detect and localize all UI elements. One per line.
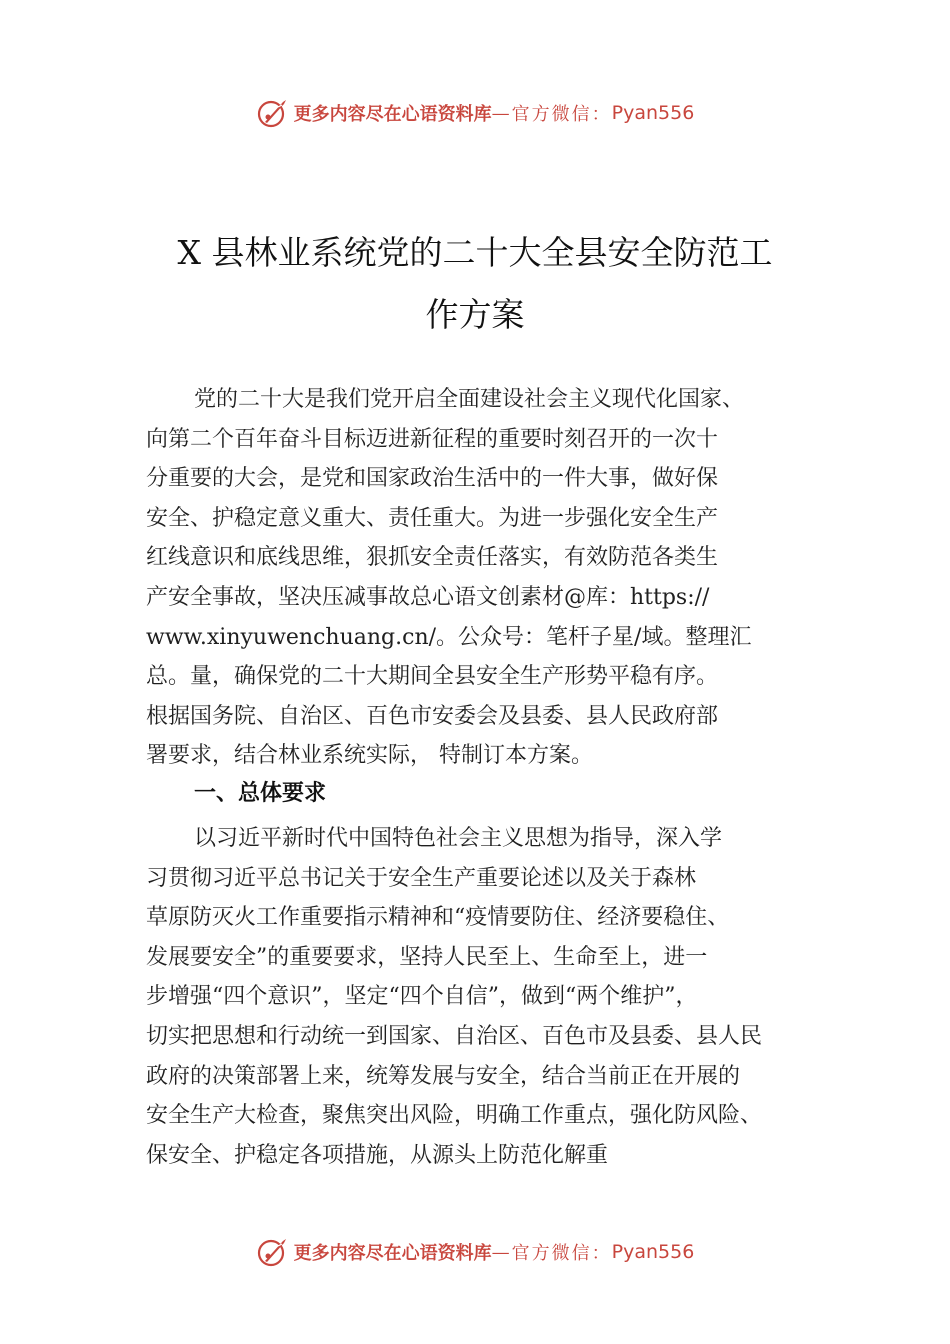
text-line: 分重要的大会，是党和国家政治生活中的一件大事，做好保 xyxy=(146,466,719,492)
text-line: 政府的决策部署上来，统筹发展与安全，结合当前正在开展的 xyxy=(146,1063,741,1089)
title-line-1: X 县林业系统党的二十大全县安全防范工 xyxy=(177,233,773,272)
paragraph-intro xyxy=(146,380,836,776)
text-line: 习贯彻习近平总书记关于安全生产重要论述以及关于森林 xyxy=(146,865,697,891)
banner-library-name: 更多内容尽在心语资料库 xyxy=(293,1243,492,1264)
text-line: 发展要安全”的重要要求，坚持人民至上、生命至上，进一 xyxy=(146,944,708,970)
text-line: www.xinyuwenchuang.cn/。公众号：笔杆子星/域。整理汇 xyxy=(146,624,752,650)
banner-dash: — xyxy=(491,102,512,124)
text-line: 红线意识和底线思维，狠抓安全责任落实，有效防范各类生 xyxy=(146,545,719,571)
text-line: 安全生产大检查，聚焦突出风险，明确工作重点，强化防风险、 xyxy=(146,1103,763,1129)
text-line: 向第二个百年奋斗目标迈进新征程的重要时刻召开的一次十 xyxy=(146,426,719,452)
quill-pen-circle-icon xyxy=(256,1235,290,1269)
text-line: 以习近平新时代中国特色社会主义思想为指导，深入学 xyxy=(194,826,723,851)
paragraph-overall-requirements xyxy=(146,819,836,1175)
footer-banner xyxy=(0,1232,950,1272)
section-heading-overall-requirements: 一、总体要求 xyxy=(194,781,327,806)
header-banner xyxy=(0,93,950,133)
banner-dash: — xyxy=(491,1241,512,1263)
text-line: 切实把思想和行动统一到国家、自治区、百色市及县委、县人民 xyxy=(146,1023,763,1049)
banner-wechat-id: Pyan556 xyxy=(611,102,695,124)
title-line-2: 作方案 xyxy=(425,295,525,334)
text-line: 安全、护稳定意义重大、责任重大。为进一步强化安全生产 xyxy=(146,505,719,531)
banner-wechat-label: 官方微信： xyxy=(511,1243,612,1264)
text-line: 产安全事故，坚决压减事故总心语文创素材@库：https:// xyxy=(146,584,710,610)
banner-wechat-id: Pyan556 xyxy=(611,1241,695,1263)
text-line: 党的二十大是我们党开启全面建设社会主义现代化国家、 xyxy=(194,387,745,412)
text-line: 总。量，确保党的二十大期间全县安全生产形势平稳有序。 xyxy=(146,664,719,690)
text-line: 草原防灭火工作重要指示精神和“疫情要防住、经济要稳住、 xyxy=(146,905,730,931)
quill-pen-circle-icon xyxy=(256,96,290,130)
banner-wechat-label: 官方微信： xyxy=(511,104,612,125)
banner-library-name: 更多内容尽在心语资料库 xyxy=(293,104,492,125)
text-line: 步增强“四个意识”，坚定“四个自信”，做到“两个维护”， xyxy=(146,984,698,1010)
document-title xyxy=(100,222,850,346)
text-line: 署要求，结合林业系统实际， 特制订本方案。 xyxy=(146,743,593,769)
text-line: 根据国务院、自治区、百色市安委会及县委、县人民政府部 xyxy=(146,703,719,729)
text-line: 保安全、护稳定各项措施，从源头上防范化解重 xyxy=(146,1142,609,1168)
